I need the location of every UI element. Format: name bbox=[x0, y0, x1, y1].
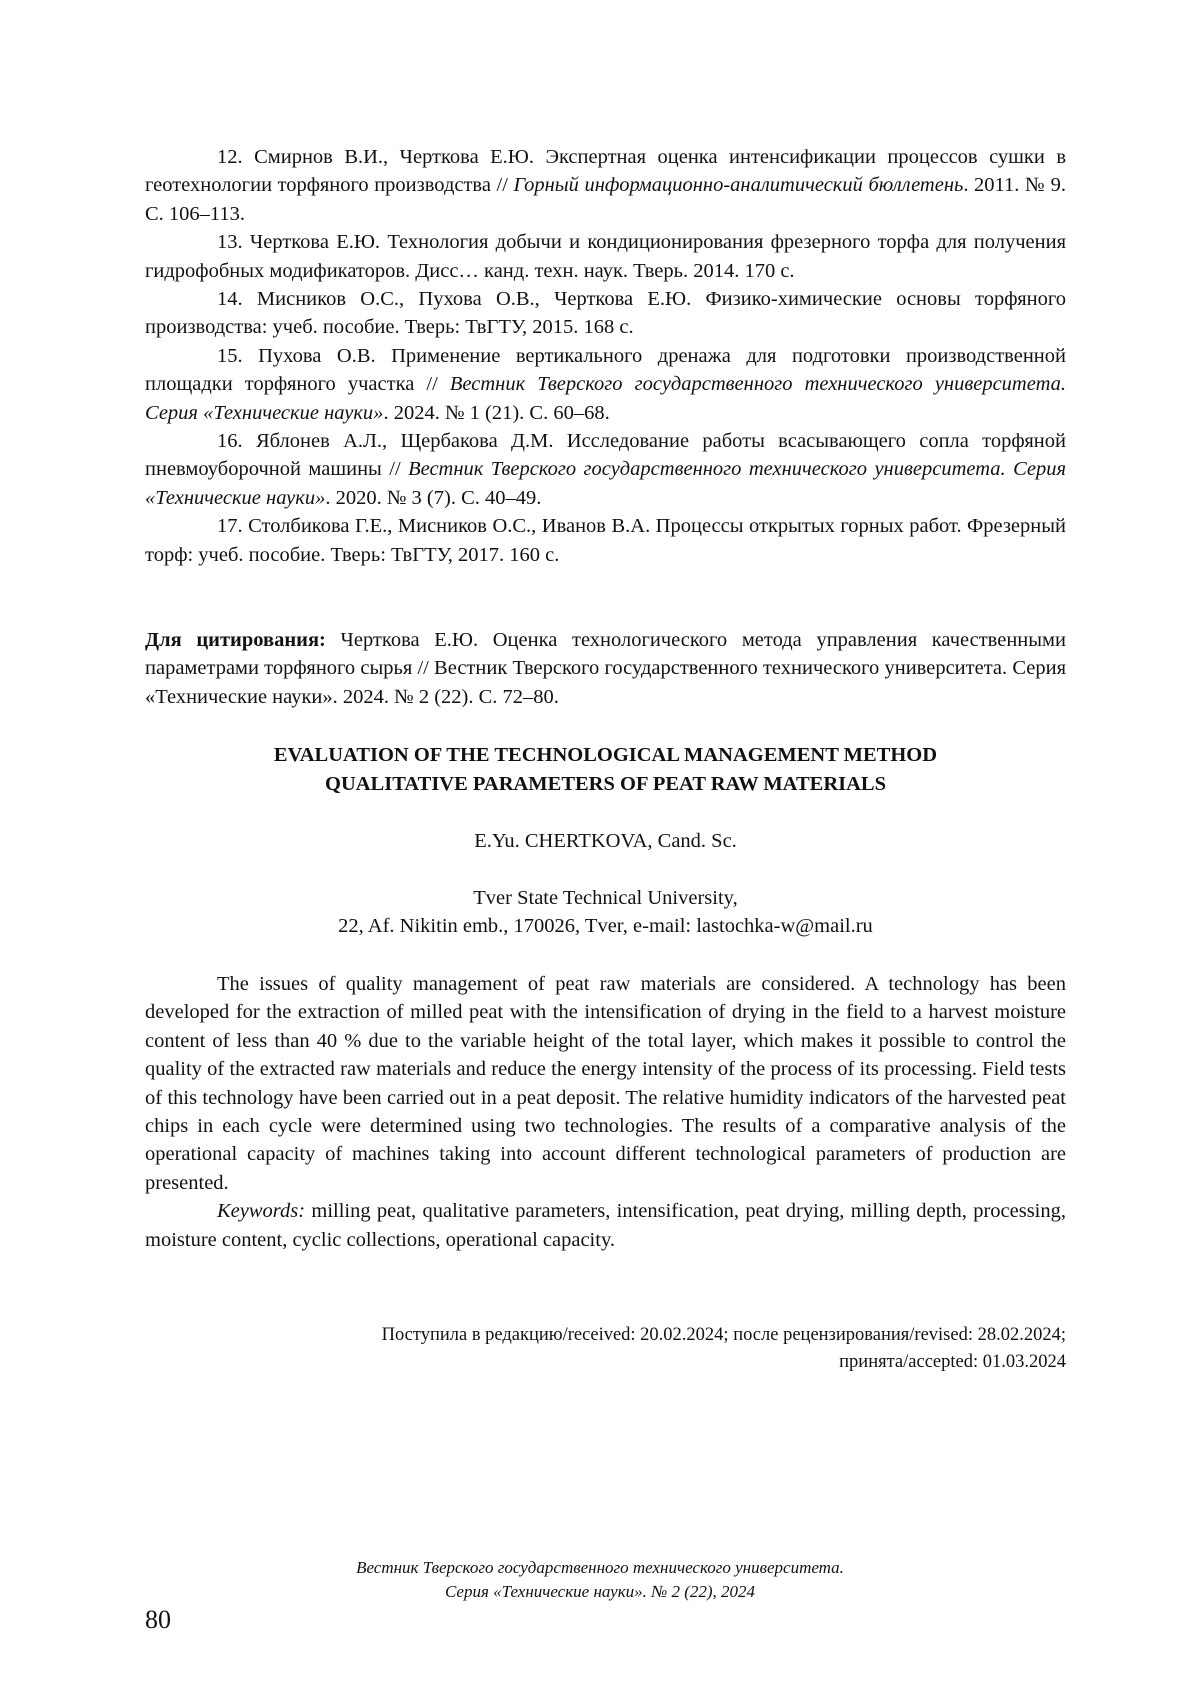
reference-text: Мисников О.С., Пухова О.В., Черткова Е.Ю. Физико-химические основы торфяного производства: учеб. пособие. Тверь: ТвГТУ, 2015. 168 с. bbox=[145, 288, 1066, 338]
reference-list bbox=[145, 143, 1066, 569]
reference-journal: Горный информационно-аналитический бюллетень bbox=[514, 174, 964, 196]
reference-details: . 2011. № 9. С. 106–113. bbox=[145, 174, 1066, 224]
reference-text: Столбикова Г.Е., Мисников О.С., Иванов В.А. Процессы открытых горных работ. Фрезерный торф: учеб. пособие. Тверь: ТвГТУ, 2017. 160 с. bbox=[145, 515, 1066, 565]
reference-item bbox=[145, 228, 1066, 285]
reference-details: . 2024. № 1 (21). С. 60–68. bbox=[383, 402, 609, 424]
abstract bbox=[145, 970, 1066, 1254]
reference-item bbox=[145, 427, 1066, 512]
reference-item bbox=[145, 143, 1066, 228]
reference-item bbox=[145, 285, 1066, 342]
reference-number: 16. bbox=[217, 430, 243, 452]
citation-text: Черткова Е.Ю. Оценка технологического метода управления качественными параметрами торфяного сырья // Вестник Тверского государственного технического университета. Серия «Технические науки». 2024. № 2 (22). С. 72–80. bbox=[145, 629, 1066, 708]
reference-text: Смирнов В.И., Черткова Е.Ю. Экспертная оценка интенсификации процессов сушки в геотехнологии торфяного производства // bbox=[145, 146, 1066, 196]
affiliation-line: Tver State Technical University, bbox=[145, 884, 1066, 912]
dates-line: принята/accepted: 01.03.2024 bbox=[145, 1349, 1066, 1376]
page-number: 80 bbox=[145, 1605, 171, 1635]
title-line: QUALITATIVE PARAMETERS OF PEAT RAW MATERIALS bbox=[145, 770, 1066, 799]
footer-line: Вестник Тверского государственного технического университета. bbox=[0, 1556, 1200, 1580]
footer-line: Серия «Технические науки». № 2 (22), 2024 bbox=[0, 1580, 1200, 1604]
english-title bbox=[145, 741, 1066, 799]
reference-number: 13. bbox=[217, 231, 243, 253]
keywords-label: Keywords: bbox=[217, 1200, 305, 1222]
journal-footer bbox=[0, 1556, 1200, 1604]
author: E.Yu. CHERTKOVA, Cand. Sc. bbox=[145, 827, 1066, 855]
keywords bbox=[145, 1197, 1066, 1254]
reference-item bbox=[145, 512, 1066, 569]
reference-number: 12. bbox=[217, 146, 243, 168]
reference-number: 15. bbox=[217, 345, 243, 367]
citation-label: Для цитирования: bbox=[145, 629, 326, 651]
title-line: EVALUATION OF THE TECHNOLOGICAL MANAGEMENT METHOD bbox=[145, 741, 1066, 770]
dates bbox=[145, 1322, 1066, 1376]
affiliation-line: 22, Af. Nikitin emb., 170026, Tver, e-mail: lastochka-w@mail.ru bbox=[145, 912, 1066, 940]
reference-details: . 2020. № 3 (7). С. 40–49. bbox=[325, 487, 541, 509]
reference-text: Пухова О.В. Применение вертикального дренажа для подготовки производственной площадки торфяного участка // bbox=[145, 345, 1066, 395]
abstract-text: The issues of quality management of peat raw materials are considered. A technology has been developed for the extraction of milled peat with the intensification of drying in the field to a harvest moisture content of less than 40 % due to the variable height of the total layer, which makes it possible to control the quality of the extracted raw materials and reduce the energy intensity of the process of its processing. Field tests of this technology have been carried out in a peat deposit. The relative humidity indicators of the harvested peat chips in each cycle were determined using two technologies. The results of a comparative analysis of the operational capacity of machines taking into account different technological parameters of production are presented. bbox=[145, 970, 1066, 1197]
reference-journal: Вестник Тверского государственного технического университета. Серия «Технические науки» bbox=[145, 458, 1066, 508]
dates-line: Поступила в редакцию/received: 20.02.2024; после рецензирования/revised: 28.02.2024; bbox=[145, 1322, 1066, 1349]
affiliation bbox=[145, 884, 1066, 941]
reference-number: 14. bbox=[217, 288, 243, 310]
reference-number: 17. bbox=[217, 515, 243, 537]
citation-block bbox=[145, 626, 1066, 711]
reference-text: Черткова Е.Ю. Технология добычи и кондиционирования фрезерного торфа для получения гидрофобных модификаторов. Дисс… канд. техн. наук. Тверь. 2014. 170 с. bbox=[145, 231, 1066, 281]
reference-item bbox=[145, 342, 1066, 427]
reference-text: Яблонев А.Л., Щербакова Д.М. Исследование работы всасывающего сопла торфяной пневмоуборочной машины // bbox=[145, 430, 1066, 480]
keywords-text: milling peat, qualitative parameters, intensification, peat drying, milling depth, processing, moisture content, cyclic collections, operational capacity. bbox=[145, 1200, 1066, 1250]
reference-journal: Вестник Тверского государственного технического университета. Серия «Технические науки» bbox=[145, 373, 1066, 423]
